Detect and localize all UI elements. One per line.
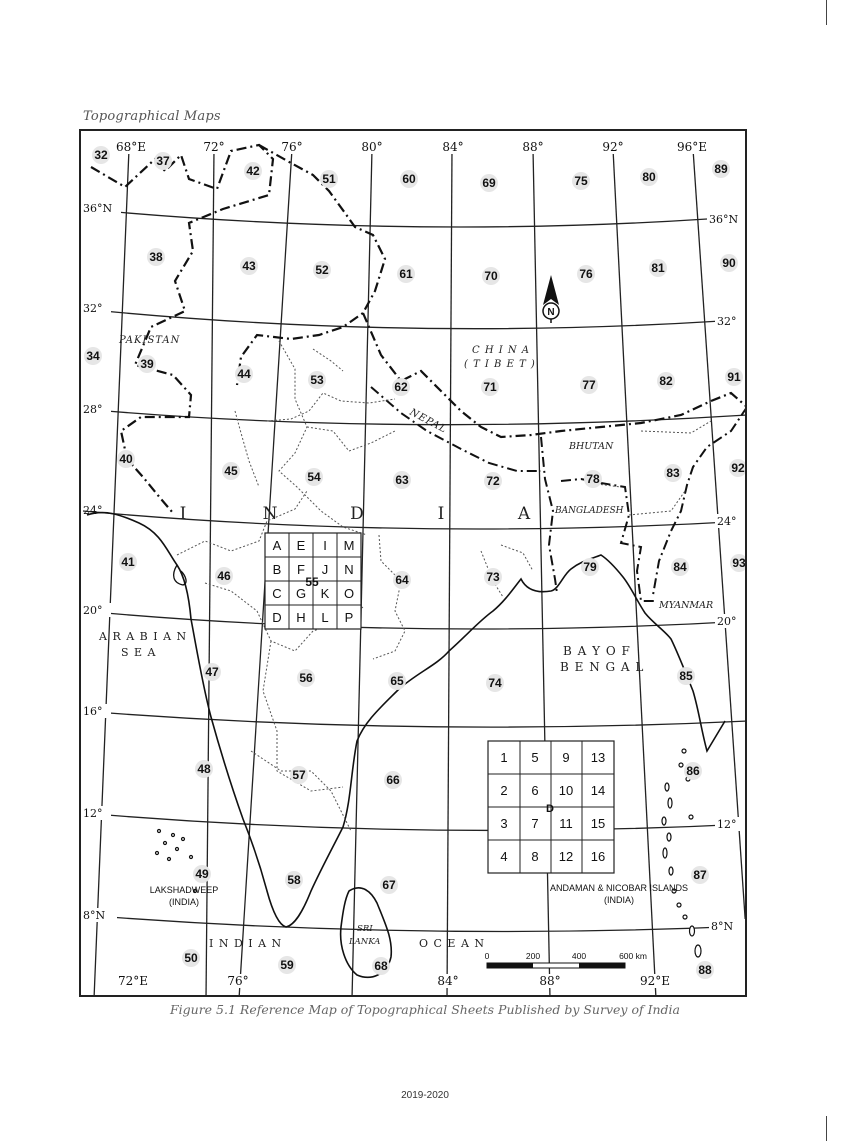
sheet-91 (725, 368, 743, 386)
sheet-61 (397, 265, 415, 283)
lat-label-16: 16° (83, 705, 103, 718)
svg-text:62: 62 (394, 380, 408, 394)
running-head: Topographical Maps (83, 109, 221, 124)
subgrid-letter-B: B (272, 562, 282, 577)
label-arabian: A R A B I A N (99, 630, 188, 643)
india-letter-4: I (437, 504, 445, 524)
svg-text:43: 43 (242, 259, 256, 273)
label-tibet: ( T I B E T ) (464, 359, 536, 370)
label-pakistan: PAKISTAN (119, 335, 181, 346)
india-letter-3: D (350, 504, 364, 524)
label-bay-of: B A Y O F (563, 644, 631, 658)
svg-text:52: 52 (315, 263, 329, 277)
label-sri: SRI (357, 924, 373, 934)
inset-number-9: 9 (562, 750, 570, 765)
svg-text:91: 91 (727, 370, 741, 384)
svg-text:72: 72 (486, 474, 500, 488)
india-letter-5: A (517, 504, 531, 524)
svg-text:45: 45 (224, 464, 238, 478)
sheet-69 (480, 174, 498, 192)
sheet-58 (285, 871, 303, 889)
svg-text:92: 92 (731, 461, 745, 475)
lon-label-bottom-76: 76° (227, 974, 249, 988)
sheet-82 (657, 372, 675, 390)
lon-label-bottom-88: 88° (539, 974, 561, 988)
lat-label-right-8N: 8°N (711, 920, 734, 933)
svg-text:70: 70 (484, 269, 498, 283)
lon-label-92: 92° (602, 140, 624, 154)
svg-text:87: 87 (693, 868, 707, 882)
subgrid-letter-F: F (297, 562, 305, 577)
sheet-46 (215, 567, 233, 585)
label-ocean: O C E A N (419, 937, 486, 950)
svg-text:50: 50 (184, 951, 198, 965)
lat-label-right-24: 24° (717, 515, 737, 528)
sheet-67 (380, 876, 398, 894)
subgrid-letter-M: M (343, 538, 355, 553)
sheet-65 (388, 672, 406, 690)
sheet-52 (313, 261, 331, 279)
svg-text:81: 81 (651, 261, 665, 275)
svg-text:85: 85 (679, 669, 693, 683)
svg-text:32: 32 (94, 148, 108, 162)
inset-number-4: 4 (500, 849, 508, 864)
label-myanmar: MYANMAR (659, 600, 714, 611)
svg-text:71: 71 (483, 380, 497, 394)
subgrid-letter-J: J (321, 562, 329, 577)
svg-text:90: 90 (722, 256, 736, 270)
label-lanka: LANKA (349, 937, 381, 947)
svg-text:47: 47 (205, 665, 219, 679)
scale-bar (485, 951, 647, 968)
svg-text:80: 80 (642, 170, 656, 184)
crop-mark-bottom-right (826, 1116, 827, 1141)
sheet-56 (297, 669, 315, 687)
inset-number-13: 13 (590, 750, 606, 765)
sheet-90 (720, 254, 738, 272)
lon-label-72: 72° (203, 140, 225, 154)
label-indian: I N D I A N (209, 937, 283, 950)
sheet-73 (484, 568, 502, 586)
inset-number-7: 7 (531, 816, 539, 831)
northern-boundary (237, 145, 385, 385)
subgrid-letter-K: K (320, 586, 330, 601)
inset-sheet-grid (488, 741, 614, 873)
svg-text:84: 84 (673, 560, 687, 574)
svg-text:78: 78 (586, 472, 600, 486)
svg-text:88: 88 (698, 963, 712, 977)
subgrid-letter-O: O (343, 586, 355, 601)
inset-number-2: 2 (500, 783, 508, 798)
svg-text:63: 63 (395, 473, 409, 487)
subgrid-letter-D: D (272, 610, 282, 625)
inset-number-16: 16 (590, 849, 606, 864)
sheet-78 (584, 470, 602, 488)
lat-label-right-20: 20° (717, 615, 737, 628)
sheet-41 (119, 553, 137, 571)
lat-label-right-36N: 36°N (709, 213, 739, 226)
label-bangladesh: BANGLADESH (555, 506, 624, 516)
sheet-75 (572, 172, 590, 190)
scale-tick-400: 400 (571, 951, 587, 961)
sheet-40 (117, 450, 135, 468)
sheet-81 (649, 259, 667, 277)
lat-label-12: 12° (83, 807, 103, 820)
sheet-53 (308, 371, 326, 389)
svg-text:61: 61 (399, 267, 413, 281)
svg-text:93: 93 (732, 556, 746, 570)
figure-caption: Figure 5.1 Reference Map of Topographical Sheets Published by Survey of India (169, 1002, 681, 1017)
sheet-80 (640, 168, 658, 186)
lon-label-bottom-84: 84° (437, 974, 459, 988)
svg-text:55: 55 (305, 575, 319, 589)
sheet-89 (712, 160, 730, 178)
north-arrow-icon (543, 275, 559, 323)
svg-text:46: 46 (217, 569, 231, 583)
sheet-39 (138, 355, 156, 373)
sheet-60 (400, 170, 418, 188)
subgrid-letter-H: H (296, 610, 306, 625)
bangladesh-boundary (541, 437, 655, 601)
svg-text:82: 82 (659, 374, 673, 388)
svg-text:38: 38 (149, 250, 163, 264)
north-arrow-label: N (547, 307, 555, 318)
subgrid-letter-G: G (295, 586, 307, 601)
sheet-77 (580, 376, 598, 394)
crop-mark-top-right (826, 0, 827, 25)
sheet-86 (684, 762, 702, 780)
sheet-63 (393, 471, 411, 489)
lat-label-24: 24° (83, 504, 103, 517)
inset-number-5: 5 (531, 750, 539, 765)
india-letter-2: N (262, 504, 278, 524)
subgrid-letter-E: E (296, 538, 306, 553)
sheet-93 (730, 554, 747, 572)
sheet-44 (235, 365, 253, 383)
sheet-87 (691, 866, 709, 884)
svg-text:65: 65 (390, 674, 404, 688)
lon-label-88: 88° (522, 140, 544, 154)
sheet-92 (729, 459, 747, 477)
svg-text:37: 37 (156, 154, 170, 168)
svg-text:40: 40 (119, 452, 133, 466)
svg-text:49: 49 (195, 867, 209, 881)
svg-text:41: 41 (121, 555, 135, 569)
svg-text:39: 39 (140, 357, 154, 371)
svg-text:73: 73 (486, 570, 500, 584)
svg-text:77: 77 (582, 378, 596, 392)
svg-text:48: 48 (197, 762, 211, 776)
lat-label-36N: 36°N (83, 202, 113, 215)
svg-text:76: 76 (579, 267, 593, 281)
svg-text:75: 75 (574, 174, 588, 188)
sheet-79 (581, 558, 599, 576)
sheet-59 (278, 956, 296, 974)
label-india (180, 504, 531, 524)
inset-number-11: 11 (559, 816, 573, 831)
subgrid-letter-L: L (321, 610, 329, 625)
scale-tick-0: 0 (484, 951, 490, 961)
lon-label-96E: 96°E (676, 140, 708, 154)
label-nepal: NEPAL (407, 406, 449, 436)
svg-text:89: 89 (714, 162, 728, 176)
sheet-43 (240, 257, 258, 275)
lat-label-28: 28° (83, 403, 103, 416)
inset-number-12: 12 (558, 849, 574, 864)
sheet-50 (182, 949, 200, 967)
label-andaman-india: (INDIA) (604, 895, 634, 905)
svg-text:68: 68 (374, 959, 388, 973)
svg-text:69: 69 (482, 176, 496, 190)
map-svg (81, 131, 747, 997)
sheet-83 (664, 464, 682, 482)
sheet-51 (320, 170, 338, 188)
subgrid-letter-I: I (323, 538, 327, 553)
sheet-47 (203, 663, 221, 681)
svg-text:34: 34 (86, 349, 100, 363)
sheet-64 (393, 571, 411, 589)
subgrid-letter-A: A (272, 538, 282, 553)
page-footer-year: 2019-2020 (401, 1090, 449, 1101)
sheet-85 (677, 667, 695, 685)
svg-text:42: 42 (246, 164, 260, 178)
label-andaman: ANDAMAN & NICOBAR ISLANDS (549, 883, 689, 893)
inset-number-14: 14 (590, 783, 606, 798)
territory-labels (150, 883, 688, 907)
label-sea: S E A (121, 646, 157, 659)
sheet-54 (305, 468, 323, 486)
inset-number-1: 1 (500, 750, 508, 765)
label-lakshadweep-india: (INDIA) (169, 897, 199, 907)
sheet-84 (671, 558, 689, 576)
lat-label-20: 20° (83, 604, 103, 617)
lat-label-32: 32° (83, 302, 103, 315)
svg-text:51: 51 (322, 172, 336, 186)
sheet-68 (372, 957, 390, 975)
sheet-70 (482, 267, 500, 285)
inset-number-3: 3 (500, 816, 508, 831)
sheet-48 (195, 760, 213, 778)
lon-label-84: 84° (442, 140, 464, 154)
scale-tick-200: 200 (525, 951, 541, 961)
longitude-lines (94, 149, 747, 997)
svg-text:66: 66 (386, 773, 400, 787)
svg-text:64: 64 (395, 573, 409, 587)
lon-label-bottom-72E: 72°E (117, 974, 149, 988)
inset-letter-D: D (546, 803, 554, 815)
sheet-38 (147, 248, 165, 266)
india-letter-1: I (179, 504, 187, 524)
sheet-76 (577, 265, 595, 283)
sheet-74 (486, 674, 504, 692)
sheet-45 (222, 462, 240, 480)
label-bengal: B E N G A L (560, 660, 645, 674)
inset-number-6: 6 (531, 783, 539, 798)
scale-tick-600: 600 km (619, 951, 647, 961)
lon-label-80: 80° (361, 140, 383, 154)
sheet-72 (484, 472, 502, 490)
sheet-62 (392, 378, 410, 396)
sheet-numbers (84, 146, 747, 979)
label-bhutan: BHUTAN (569, 441, 614, 452)
svg-text:57: 57 (292, 768, 306, 782)
state-boundaries (177, 341, 714, 831)
svg-text:44: 44 (237, 367, 251, 381)
islands (156, 749, 702, 957)
nepal-boundary (371, 387, 541, 471)
svg-text:79: 79 (583, 560, 597, 574)
lat-label-right-12: 12° (717, 818, 737, 831)
sheet-37 (154, 152, 172, 170)
svg-text:56: 56 (299, 671, 313, 685)
sheet-42 (244, 162, 262, 180)
lat-label-right-32: 32° (717, 315, 737, 328)
sheet-49 (193, 865, 211, 883)
svg-text:53: 53 (310, 373, 324, 387)
svg-text:60: 60 (402, 172, 416, 186)
reference-map (79, 129, 747, 997)
inset-number-15: 15 (590, 816, 606, 831)
inset-number-10: 10 (558, 783, 574, 798)
svg-text:59: 59 (280, 958, 294, 972)
svg-text:67: 67 (382, 878, 396, 892)
subgrid-letter-P: P (344, 610, 354, 625)
sheet-55 (305, 575, 319, 589)
label-lakshadweep: LAKSHADWEEP (149, 885, 219, 895)
lon-label-68E: 68°E (115, 140, 147, 154)
sheet-71 (481, 378, 499, 396)
sheet-88 (696, 961, 714, 979)
subgrid-letter-N: N (344, 562, 354, 577)
lon-label-bottom-92E: 92°E (639, 974, 671, 988)
svg-text:54: 54 (307, 470, 321, 484)
sheet-57 (290, 766, 308, 784)
sheet-34 (84, 347, 102, 365)
sheet-32 (92, 146, 110, 164)
label-china: C H I N A (472, 345, 531, 356)
svg-text:83: 83 (666, 466, 680, 480)
svg-text:74: 74 (488, 676, 502, 690)
svg-text:86: 86 (686, 764, 700, 778)
sheet-66 (384, 771, 402, 789)
subgrid-letter-C: C (272, 586, 282, 601)
svg-text:58: 58 (287, 873, 301, 887)
lon-label-76: 76° (281, 140, 303, 154)
lat-label-8N: 8°N (83, 909, 106, 922)
inset-number-8: 8 (531, 849, 539, 864)
